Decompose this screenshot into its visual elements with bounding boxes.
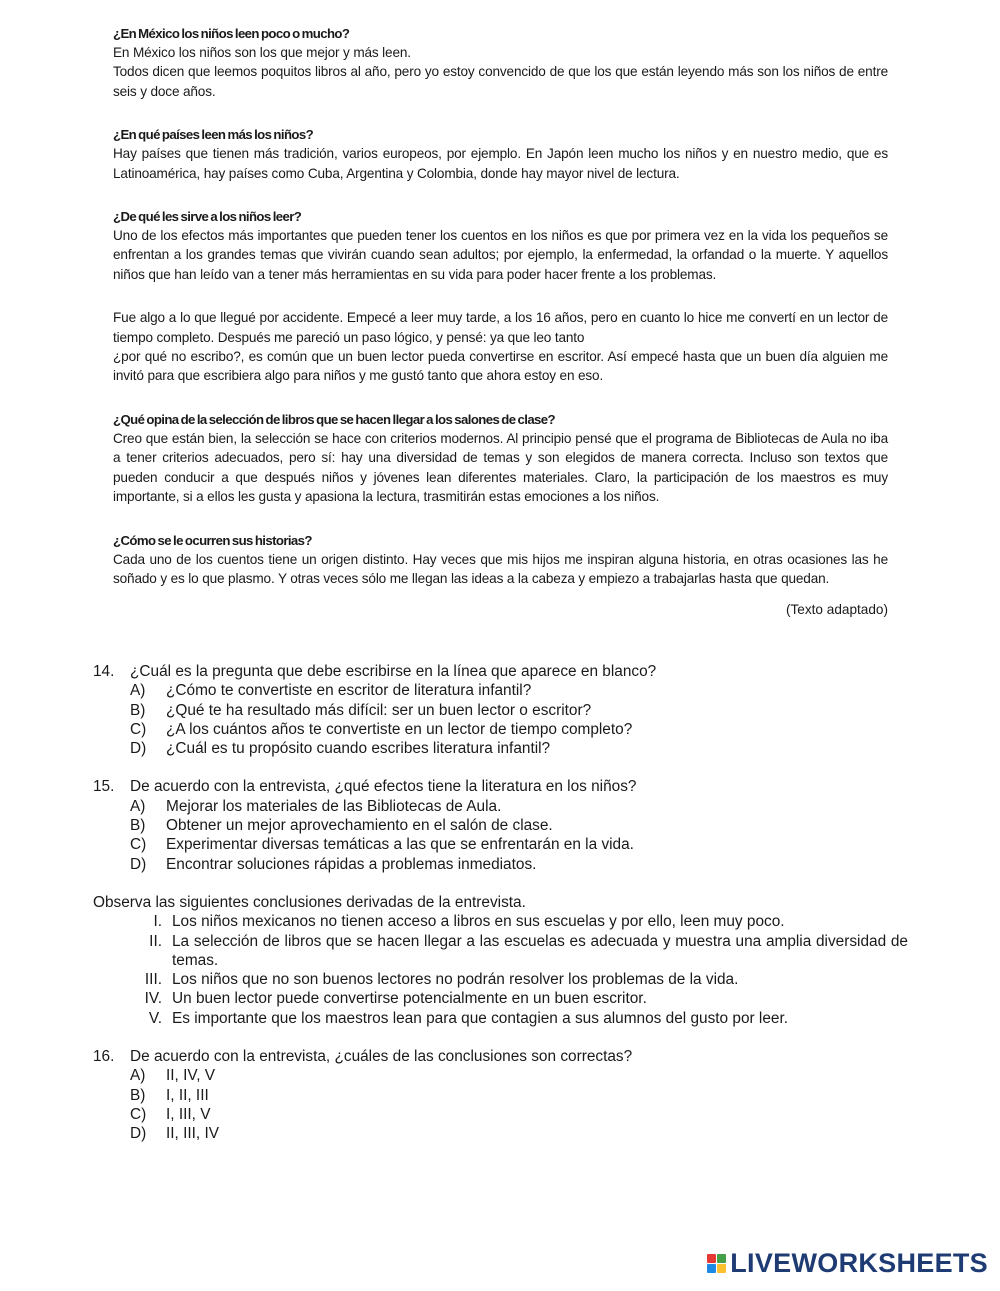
question-16 (93, 1047, 908, 1143)
answer-option[interactable]: B) I, II, III (130, 1086, 209, 1104)
quiz (93, 662, 908, 1163)
interview-answer: Todos dicen que leemos poquitos libros al año, pero yo estoy convencido de que los que están leyendo más son los niños de entre seis y doce años. (113, 64, 888, 99)
interview-section (113, 24, 888, 101)
answer-option[interactable]: A) Mejorar los materiales de las Bibliotecas de Aula. (130, 797, 502, 815)
interview-article (113, 24, 888, 619)
answer-option[interactable]: C) ¿A los cuántos años te convertiste en un lector de tiempo completo? (130, 720, 633, 738)
brand-name: LIVEWORKSHEETS (730, 1248, 988, 1278)
interview-question: ¿Cómo se le ocurren sus historias? (113, 532, 312, 548)
question-number: 16. (93, 1048, 115, 1066)
conclusion-item: III. Los niños que no son buenos lectores no podrán resolver los problemas de la vida. (144, 971, 739, 989)
question-14 (93, 662, 908, 758)
question-text: De acuerdo con la entrevista, ¿cuáles de las conclusiones son correctas? (130, 1048, 633, 1066)
conclusion-item: IV. Un buen lector puede convertirse potencialmente en un buen escritor. (144, 990, 647, 1008)
answer-option[interactable]: D) ¿Cuál es tu propósito cuando escribes literatura infantil? (130, 740, 551, 758)
interview-answer: Hay países que tienen más tradición, varios europeos, por ejemplo. En Japón leen mucho los niños y en nuestro medio, que es Latinoamérica, hay países como Cuba, Argentina y Colombia, donde hay mayor nivel de lectura. (113, 146, 888, 181)
question-number: 15. (93, 778, 115, 796)
conclusion-item: I. Los niños mexicanos no tienen acceso a libros en sus escuelas y por ello, leen muy poco. (153, 913, 785, 931)
interview-section-blank-question (113, 308, 888, 386)
interview-section (113, 531, 888, 589)
interview-question: ¿Qué opina de la selección de libros que se hacen llegar a los salones de clase? (113, 411, 555, 427)
answer-option[interactable]: C) Experimentar diversas temáticas a las que se enfrentarán en la vida. (130, 836, 634, 854)
answer-option[interactable]: A) ¿Cómo te convertiste en escritor de literatura infantil? (130, 682, 532, 700)
conclusion-item: II. La selección de libros que se hacen llegar a las escuelas es adecuada y muestra una amplia diversidad de temas. (149, 932, 908, 969)
conclusion-item: V. Es importante que los maestros lean para que contagien a sus alumnos del gusto por leer. (148, 1009, 788, 1027)
conclusions-block (93, 893, 908, 1028)
interview-section (113, 410, 888, 507)
answer-option[interactable]: B) Obtener un mejor aprovechamiento en el salón de clase. (130, 817, 553, 835)
interview-answer: Creo que están bien, la selección se hace con criterios modernos. Al principio pensé que el programa de Bibliotecas de Aula no iba a tener criterios adecuados, pero sí: hay una diversidad de temas y son elegidos de manera correcta. Incluso son textos que pueden conducir a que después niños y jóvenes lean diferentes materiales. Claro, la participación de los maestros es muy importante, si a ellos les gusta y apasiona la lectura, trasmitirán estas emociones a los niños. (113, 430, 888, 505)
liveworksheets-logo-icon (707, 1254, 726, 1273)
question-text: De acuerdo con la entrevista, ¿qué efectos tiene la literatura en los niños? (130, 778, 637, 796)
source-credit: (Texto adaptado) (785, 602, 888, 618)
interview-question: ¿En México los niños leen poco o mucho? (113, 26, 350, 41)
liveworksheets-brand (707, 1248, 988, 1279)
answer-option[interactable]: D) II, III, IV (130, 1125, 220, 1143)
question-number: 14. (93, 663, 115, 680)
interview-section (113, 125, 888, 183)
answer-option[interactable]: B) ¿Qué te ha resultado más difícil: ser un buen lector o escritor? (130, 701, 592, 719)
question-15 (93, 777, 908, 873)
interview-question: ¿De qué les sirve a los niños leer? (113, 209, 302, 225)
answer-option[interactable]: D) Encontrar soluciones rápidas a problemas inmediatos. (130, 855, 537, 873)
interview-answer: Uno de los efectos más importantes que pueden tener los cuentos en los niños es que por primera vez en la vida los pequeños se enfrentan a los grandes temas que vivirán cuando sean adultos; por ejemplo, la enfermedad, la orfandad o la muerte. Y aquellos niños que han leído van a tener más herramientas en su vida para poder hacer frente a los problemas. (113, 228, 888, 282)
interview-answer: Cada uno de los cuentos tiene un origen distinto. Hay veces que mis hijos me inspiran alguna historia, en otras ocasiones las he soñado y es lo que plasmo. Y otras veces sólo me llegan las ideas a la cabeza y empiezo a trabajarlas hasta que quedan. (113, 551, 888, 586)
interview-question: ¿En qué países leen más los niños? (113, 127, 314, 143)
interview-answer: En México los niños son los que mejor y más leen. (113, 45, 411, 60)
question-text: ¿Cuál es la pregunta que debe escribirse en la línea que aparece en blanco? (130, 663, 657, 680)
interview-answer: ¿por qué no escribo?, es común que un buen lector pueda convertirse en escritor. Así empecé hasta que un buen día alguien me invitó para que escribiera algo para niños y me gustó tanto que ahora estoy en eso. (113, 349, 888, 384)
interview-answer: Fue algo a lo que llegué por accidente. Empecé a leer muy tarde, a los 16 años, pero en cuanto lo hice me convertí en un lector de tiempo completo. Después me pareció un paso lógico, y pensé: ya que leo tanto (113, 310, 888, 345)
interview-section (113, 207, 888, 284)
answer-option[interactable]: A) II, IV, V (130, 1067, 216, 1085)
conclusions-intro: Observa las siguientes conclusiones derivadas de la entrevista. (93, 893, 526, 911)
answer-option[interactable]: C) I, III, V (130, 1105, 211, 1123)
